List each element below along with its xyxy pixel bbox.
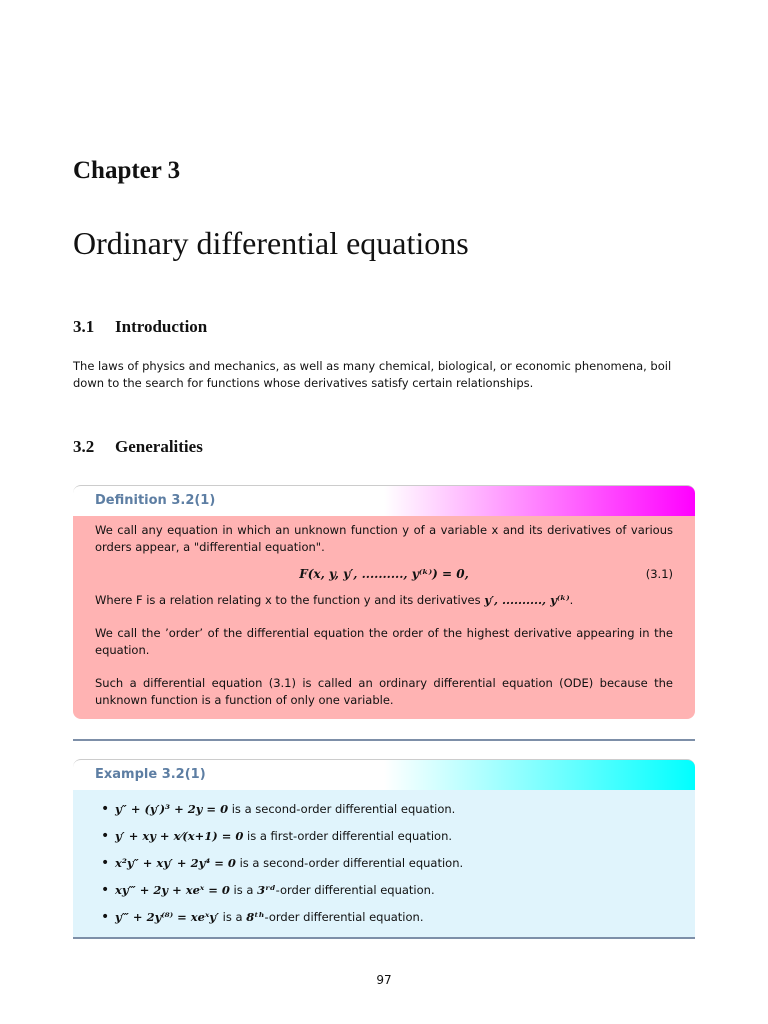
- section-title: Introduction: [115, 317, 208, 336]
- definition-paragraph-4: Such a differential equation (3.1) is called an ordinary differential equation (ODE) because the unknown function is a function of only one variable.: [95, 676, 673, 707]
- definition-bottom-rule: [73, 739, 695, 741]
- definition-p2-math: y′, .........., y⁽ᵏ⁾: [484, 593, 570, 607]
- definition-paragraph-2: [95, 592, 673, 609]
- definition-paragraph-1: We call any equation in which an unknown function y of a variable x and its derivatives of various orders appear, a "differential equation".: [95, 523, 673, 554]
- example-text-pre: is a: [219, 910, 247, 924]
- list-item: [95, 850, 673, 877]
- list-item: [95, 877, 673, 904]
- example-list: [95, 796, 673, 931]
- equation-3-1: [95, 560, 673, 590]
- definition-body: [73, 516, 695, 719]
- list-item: [95, 823, 673, 850]
- example-text: is a first-order differential equation.: [243, 829, 453, 843]
- definition-paragraph-3: We call the ’order’ of the differential equation the order of the highest derivative appearing in the equation.: [95, 626, 673, 657]
- definition-box: [73, 485, 695, 719]
- section-heading-introduction: [73, 317, 207, 337]
- example-text: -order differential equation.: [264, 910, 424, 924]
- example-body: [73, 790, 695, 937]
- example-text: -order differential equation.: [275, 883, 435, 897]
- section-heading-generalities: [73, 437, 203, 457]
- intro-paragraph: The laws of physics and mechanics, as well as many chemical, biological, or economic phenomena, boil down to the search for functions whose derivatives satisfy certain relationships.: [73, 359, 672, 390]
- definition-p2-text: Where F is a relation relating x to the function y and its derivatives: [95, 593, 481, 607]
- bullet-icon: •: [101, 801, 110, 817]
- example-order: 8ᵗʰ: [246, 910, 265, 924]
- list-item: [95, 796, 673, 823]
- example-text: is a second-order differential equation.: [228, 802, 456, 816]
- definition-header: [73, 485, 695, 516]
- bullet-icon: •: [101, 855, 110, 871]
- definition-p2-end: .: [569, 593, 574, 607]
- definition-heading: Definition 3.2(1): [95, 493, 216, 508]
- example-text: is a second-order differential equation.: [235, 856, 464, 870]
- example-box: [73, 759, 695, 937]
- example-header: [73, 759, 695, 790]
- equation-text: F(x, y, y′, .........., y⁽ᵏ⁾) = 0,: [299, 567, 469, 581]
- section-number: 3.1: [73, 317, 95, 336]
- chapter-title: Ordinary differential equations: [73, 225, 469, 261]
- example-math: y′ + xy + x⁄(x+1) = 0: [115, 829, 244, 843]
- example-math: x²y″ + xy′ + 2y⁴ = 0: [115, 856, 236, 870]
- bullet-icon: •: [101, 828, 110, 844]
- example-math: y‴ + 2y⁽⁸⁾ = xeˣy′: [115, 910, 219, 924]
- list-item: [95, 904, 673, 931]
- example-bottom-rule: [73, 937, 695, 939]
- page-number: 97: [376, 973, 392, 987]
- section-number: 3.2: [73, 437, 95, 456]
- example-text-pre: is a: [229, 883, 258, 897]
- example-math: xy‴ + 2y + xeˣ = 0: [115, 883, 230, 897]
- bullet-icon: •: [101, 882, 110, 898]
- bullet-icon: •: [101, 909, 110, 925]
- equation-number: (3.1): [645, 567, 673, 581]
- section-title: Generalities: [115, 437, 203, 456]
- example-heading: Example 3.2(1): [95, 767, 206, 782]
- example-math: y″ + (y′)³ + 2y = 0: [115, 802, 229, 816]
- chapter-label: Chapter 3: [73, 157, 181, 184]
- example-order: 3ʳᵈ: [257, 883, 276, 897]
